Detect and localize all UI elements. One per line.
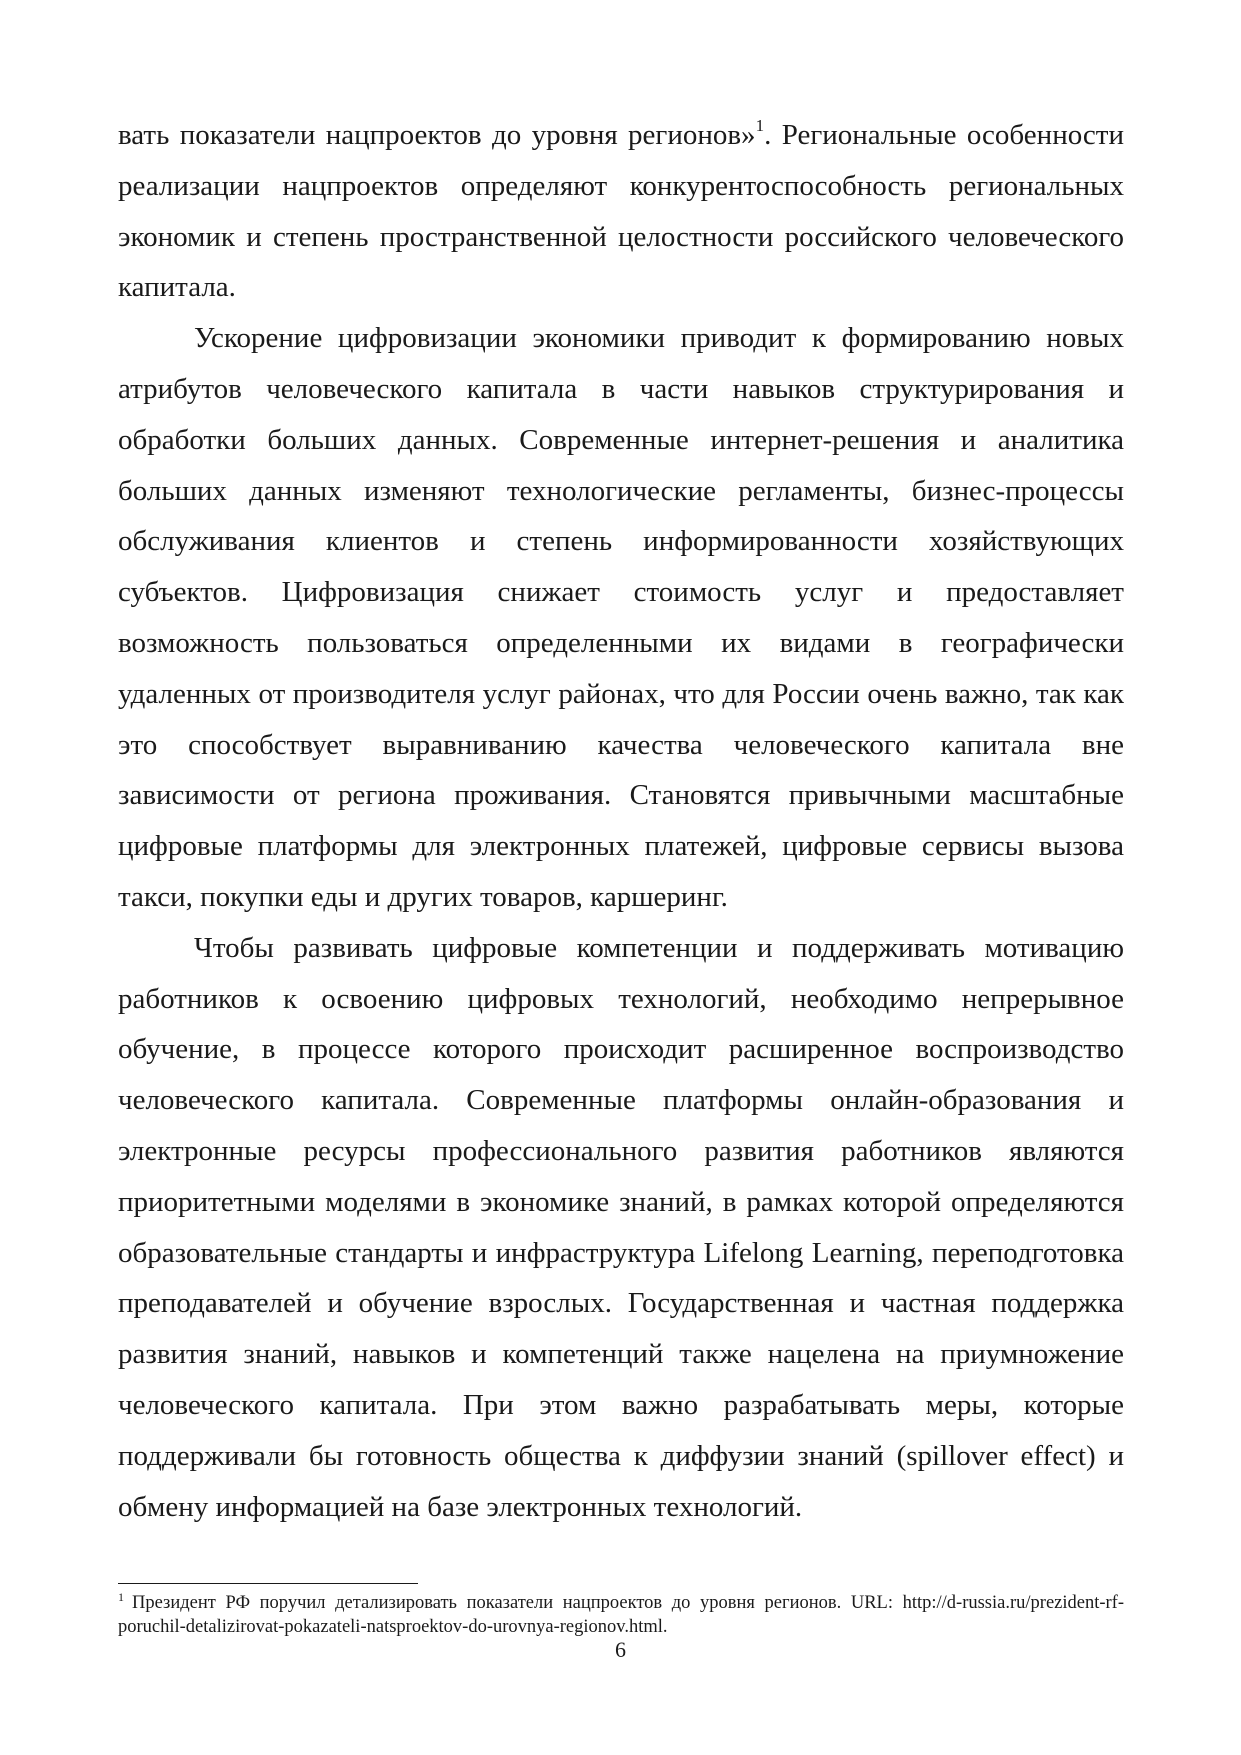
paragraph-3: Чтобы развивать цифровые компетенции и поддерживать мотивацию работников к освоению цифровых технологий, необходимо непрерывное обучение, в процессе которого происходит расширенное воспроизводство человеческого капитала. Современные платформы онлайн-образования и электронные ресурсы профессионального развития работников являются приоритетными моделями в экономике знаний, в рамках которой определяются образовательные стандарты и инфраструктура Lifelong Learning, переподготовка преподавателей и обучение взрослых. Государственная и частная поддержка развития знаний, навыков и компетенций также нацелена на приумножение человеческого капитала. При этом важно разрабатывать меры, которые поддерживали бы готовность общества к диффузии знаний (spillover effect) и обмену информацией на базе электронных технологий. [118,931,1124,1523]
page-number: 6 [615,1637,626,1662]
paragraph-1-text-end: . Региональные особенности реализации нацпроектов определяют конкурентоспособность региональных экономик и степень пространственной целостности российского человеческого капитала. [118,119,1124,304]
footnote-divider [118,1583,418,1584]
paragraph-1-text-start: вать показатели нацпроектов до уровня регионов» [118,119,756,151]
footnote-text: Президент РФ поручил детализировать показатели нацпроектов до уровня регионов. URL: http://d-russia.ru/prezident-rf-poruchil-detalizirovat-pokazateli-natsproektov-do-urovnya-regionov.html. [118,1593,1124,1637]
footnote-reference[interactable]: 1 [755,116,765,135]
footnote-mark: 1 [118,1590,124,1604]
paragraph-2: Ускорение цифровизации экономики приводит к формированию новых атрибутов человеческого капитала в части навыков структурирования и обработки больших данных. Современные интернет-решения и аналитика больших данных изменяют технологические регламенты, бизнес-процессы обслуживания клиентов и степень информированности хозяйствующих субъектов. Цифровизация снижает стоимость услуг и предоставляет возможность пользоваться определенными их видами в географически удаленных от производителя услуг районах, что для России очень важно, так как это способствует выравниванию качества человеческого капитала вне зависимости от региона проживания. Становятся привычными масштабные цифровые платформы для электронных платежей, цифровые сервисы вызова такси, покупки еды и других товаров, каршеринг. [118,322,1124,913]
main-text [118,110,1124,1532]
footnote [118,1591,1124,1639]
paragraph-1 [118,110,1124,313]
